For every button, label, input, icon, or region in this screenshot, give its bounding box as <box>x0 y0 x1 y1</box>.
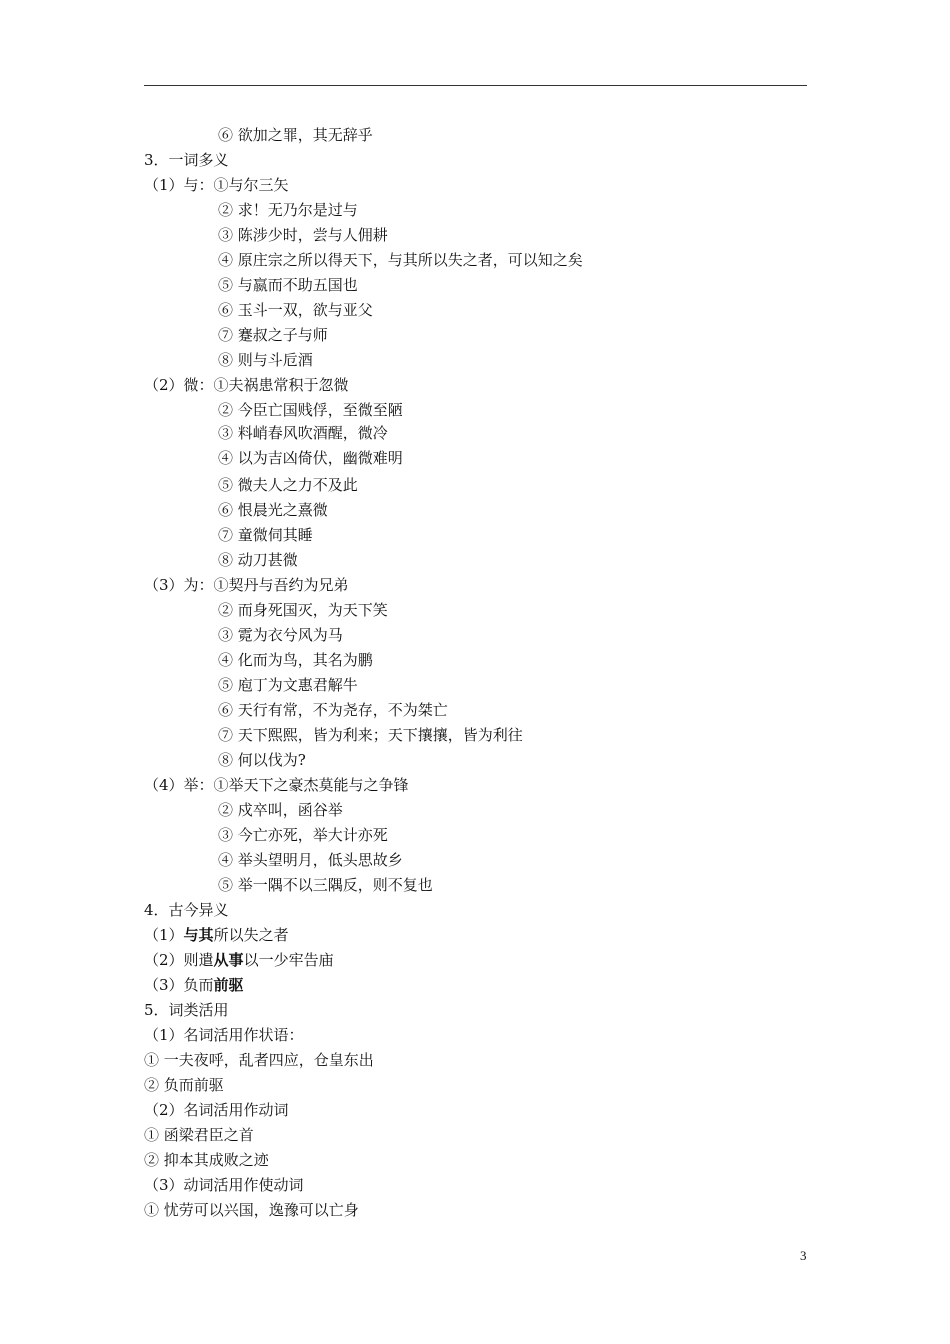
text-line: （3）动词活用作使动词 <box>144 1176 304 1194</box>
text-line: （2）名词活用作动词 <box>144 1101 289 1119</box>
bold-term: 从事 <box>213 951 244 969</box>
section-heading: 3．一词多义 <box>144 151 229 169</box>
bold-term: 与其 <box>183 926 214 944</box>
text-line: ⑧ 动刀甚微 <box>218 551 298 569</box>
section-heading: 4．古今异义 <box>144 901 229 919</box>
text-line: ① 忧劳可以兴国，逸豫可以亡身 <box>144 1201 359 1219</box>
text-segment: 所以失之者 <box>213 926 289 944</box>
text-line: ⑥ 欲加之罪，其无辞乎 <box>218 126 373 144</box>
text-line: （3）为：①契丹与吾约为兄弟 <box>144 576 349 594</box>
section-heading: 5．词类活用 <box>144 1001 229 1019</box>
text-line: ② 求！无乃尔是过与 <box>218 201 358 219</box>
header-rule <box>144 85 807 86</box>
text-line: ① 一夫夜呼，乱者四应，仓皇东出 <box>144 1051 374 1069</box>
document-body <box>0 123 950 1223</box>
text-line: （1）与：①与尔三矢 <box>144 176 289 194</box>
text-line: ③ 陈涉少时，尝与人佣耕 <box>218 226 388 244</box>
text-line <box>0 948 950 973</box>
text-line: ⑧ 何以伐为? <box>218 751 306 769</box>
text-line: ④ 化而为鸟，其名为鹏 <box>218 651 373 669</box>
text-segment: （2）则遣 <box>144 951 214 969</box>
text-line: ③ 霓为衣兮风为马 <box>218 626 343 644</box>
text-line: ④ 举头望明月，低头思故乡 <box>218 851 403 869</box>
bold-term: 前驱 <box>213 976 244 994</box>
text-line: ⑤ 微夫人之力不及此 <box>218 476 358 494</box>
text-line: ① 函梁君臣之首 <box>144 1126 254 1144</box>
text-line: ⑧ 则与斗卮酒 <box>218 351 313 369</box>
text-line: ② 而身死国灭，为天下笑 <box>218 601 388 619</box>
text-line: ⑤ 举一隅不以三隅反，则不复也 <box>218 876 433 894</box>
text-line: ④ 以为吉凶倚伏，幽微难明 <box>218 449 403 467</box>
text-line: ⑤ 与嬴而不助五国也 <box>218 276 358 294</box>
text-line: ⑥ 玉斗一双，欲与亚父 <box>218 301 373 319</box>
text-line: ⑦ 蹇叔之子与师 <box>218 326 328 344</box>
text-line: ⑦ 天下熙熙，皆为利来；天下攘攘，皆为利往 <box>218 726 523 744</box>
text-line: （1）名词活用作状语： <box>144 1026 304 1044</box>
text-line: （4）举：①举天下之豪杰莫能与之争锋 <box>144 776 409 794</box>
text-line <box>0 973 950 998</box>
text-line: ⑤ 庖丁为文惠君解牛 <box>218 676 358 694</box>
text-segment: （1） <box>144 926 184 944</box>
text-line: ⑥ 天行有常，不为尧存，不为桀亡 <box>218 701 448 719</box>
text-line: （2）微：①夫祸患常积于忽微 <box>144 376 349 394</box>
text-line: ⑥ 恨晨光之熹微 <box>218 501 328 519</box>
text-line: ② 抑本其成败之迹 <box>144 1151 269 1169</box>
page-number: 3 <box>800 1248 807 1263</box>
text-line: ⑦ 童微伺其睡 <box>218 526 313 544</box>
text-line: ② 今臣亡国贱俘，至微至陋 <box>218 401 403 419</box>
text-segment: 以一少牢告庙 <box>243 951 334 969</box>
text-line: ④ 原庄宗之所以得天下，与其所以失之者，可以知之矣 <box>218 251 583 269</box>
text-line: ② 戍卒叫，函谷举 <box>218 801 343 819</box>
text-line <box>0 923 950 948</box>
text-line: ③ 料峭春风吹酒醒，微冷 <box>218 424 388 442</box>
text-line: ② 负而前驱 <box>144 1076 224 1094</box>
text-line: ③ 今亡亦死，举大计亦死 <box>218 826 388 844</box>
text-segment: （3）负而 <box>144 976 214 994</box>
